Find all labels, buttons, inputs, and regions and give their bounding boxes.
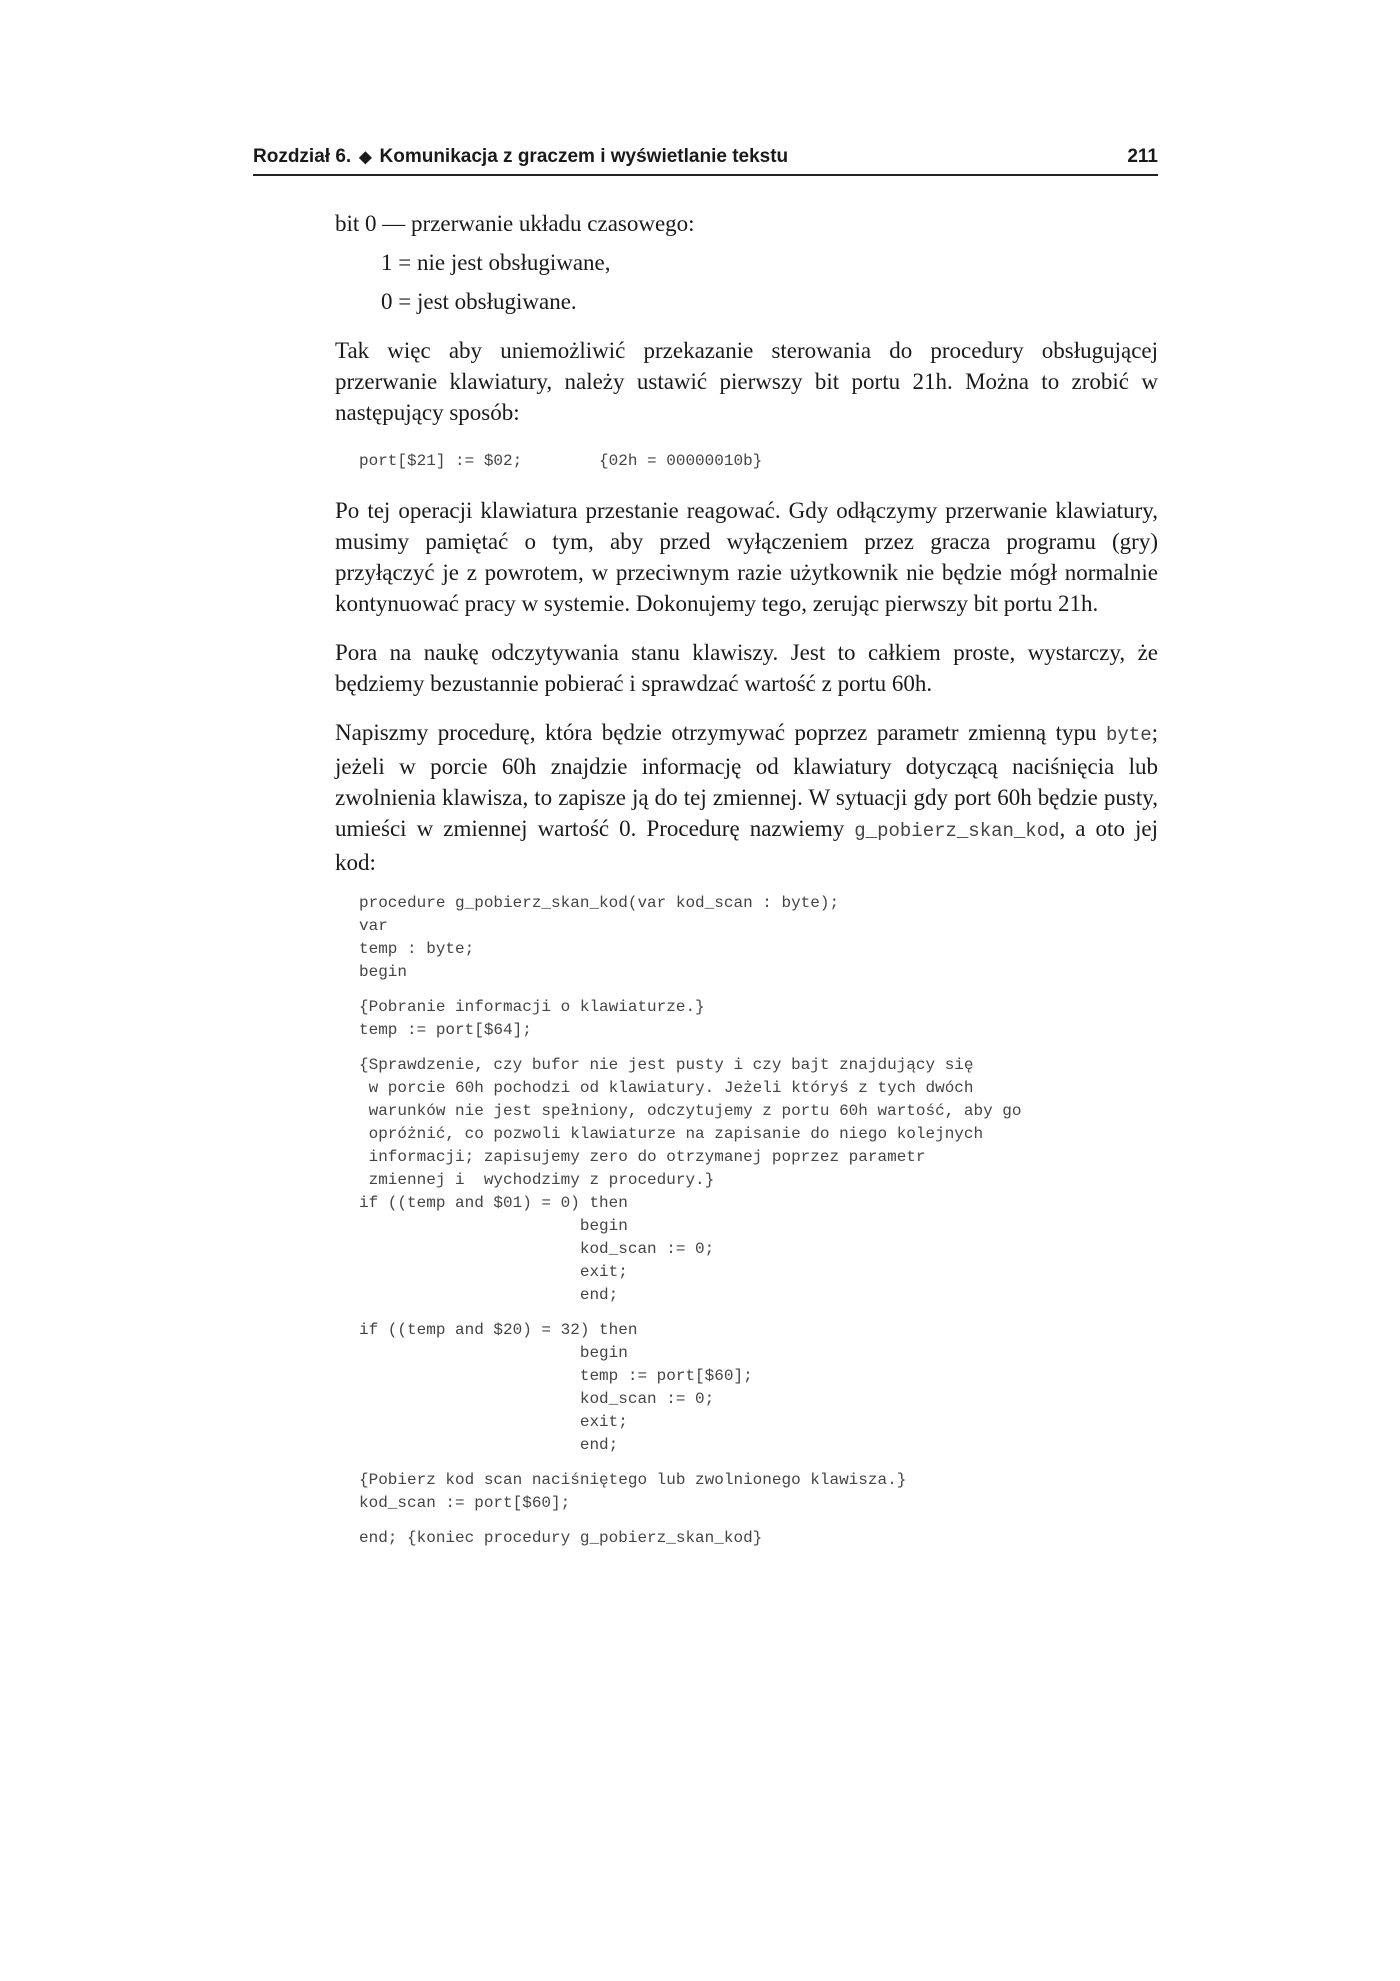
- paragraph: Pora na naukę odczytywania stanu klawiszy. Jest to całkiem proste, wystarczy, że będziemy bezustannie pobierać i sprawdzać wartość z portu 60h.: [335, 640, 1158, 696]
- code-block-segment: {Sprawdzenie, czy bufor nie jest pusty i czy bajt znajdujący się w porcie 60h pochodzi od klawiatury. Jeżeli któryś z tych dwóch warunków nie jest spełniony, odczytujemy z portu 60h wartość, aby go opróżnić, co pozwoli klawiaturze na zapisanie do niego kolejnych informacji; zapisujemy zero do otrzymanej poprzez parametr zmiennej i wychodzimy z procedury.} if ((temp and $01) = 0) then begin kod_scan := 0; exit; end;: [359, 1056, 1022, 1304]
- paragraph: Po tej operacji klawiatura przestanie reagować. Gdy odłączymy przerwanie klawiatury, musimy pamiętać o tym, aby przed wyłączeniem przez gracza programu (gry) przyłączyć je z powrotem, w przeciwnym razie użytkownik nie będzie mógł normalnie kontynuować pracy w systemie. Dokonujemy tego, zerując pierwszy bit portu 21h.: [335, 498, 1158, 616]
- code-block-segment: {Pobranie informacji o klawiaturze.} temp := port[$64];: [359, 998, 705, 1039]
- page-number: 211: [1127, 146, 1158, 167]
- code-block-segment: procedure g_pobierz_skan_kod(var kod_scan : byte); var temp : byte; begin: [359, 894, 840, 981]
- chapter-label: Rozdział 6.: [253, 146, 352, 167]
- code-snippet: port[$21] := $02; {02h = 00000010b}: [359, 452, 763, 470]
- paragraph: Tak więc aby uniemożliwić przekazanie sterowania do procedury obsługującej przerwanie klawiatury, należy ustawić pierwszy bit portu 21h. Można to zrobić w następujący sposób:: [335, 338, 1158, 425]
- code-block-segment: end; {koniec procedury g_pobierz_skan_kod}: [359, 1529, 763, 1547]
- running-head: [253, 146, 788, 168]
- inline-code: byte: [1106, 724, 1152, 746]
- bit0-description: bit 0 — przerwanie układu czasowego:: [335, 211, 695, 236]
- page-header: [253, 146, 1158, 176]
- diamond-icon: ◆: [359, 149, 372, 166]
- paragraph-text: ; jeżeli w porcie 60h znajdzie informację od klawiatury dotyczącą naciśnięcia lub zwolnienia klawisza, to zapisze ją do tej zmiennej. W sytuacji gdy port 60h będzie pusty, umieści w zmiennej wartość 0. Procedurę nazwiemy: [335, 720, 1158, 841]
- paragraph-text: , a oto jej kod:: [335, 816, 1158, 875]
- paragraph: [335, 717, 1158, 878]
- code-block-segment: {Pobierz kod scan naciśniętego lub zwolnionego klawisza.} kod_scan := port[$60];: [359, 1471, 907, 1512]
- code-listing: [335, 892, 1158, 1550]
- inline-code: g_pobierz_skan_kod: [854, 820, 1060, 842]
- bit0-option-0: 0 = jest obsługiwane.: [381, 289, 577, 314]
- code-block-segment: if ((temp and $20) = 32) then begin temp := port[$60]; kod_scan := 0; exit; end;: [359, 1321, 753, 1454]
- chapter-title: Komunikacja z graczem i wyświetlanie tekstu: [379, 146, 789, 167]
- page-body: [335, 208, 1158, 1562]
- bit0-option-1: 1 = nie jest obsługiwane,: [381, 250, 611, 275]
- paragraph-text: Napiszmy procedurę, która będzie otrzymywać poprzez parametr zmienną typu: [335, 720, 1106, 745]
